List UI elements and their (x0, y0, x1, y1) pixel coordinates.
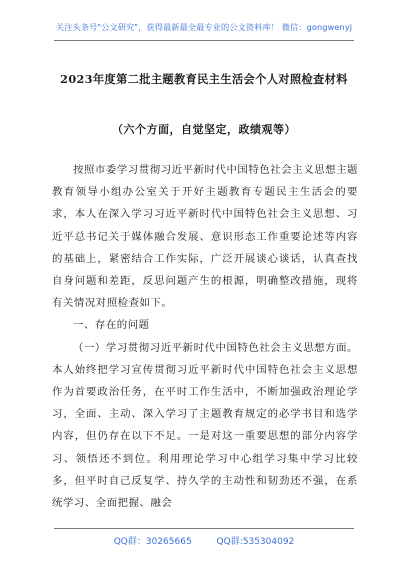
document-body (52, 159, 358, 514)
page-footer (0, 534, 408, 547)
body-paragraph-intro: 按照市委学习贯彻习近平新时代中国特色社会主义思想主题教育领导小组办公室关于开好主题教育专题民主生活会的要求，本人在深入学习习近平新时代中国特色社会主义思想、习近平总书记关于媒体融合发展、意识形态工作重要论述等内容的基础上，紧密结合工作实际，广泛开展谈心谈话，认真查找自身问题和差距，反思问题产生的根源，明确整改措施，现将有关情况对照检查如下。 (52, 164, 358, 310)
document-title: 2023年度第二批主题教育民主生活会个人对照检查材料 (60, 72, 348, 86)
document-subtitle: （六个方面，自觉坚定，政绩观等） (112, 123, 296, 136)
header-divider (54, 40, 354, 41)
footer-divider (54, 528, 354, 529)
footer-qq-group-1: QQ群：30265665 (113, 537, 192, 547)
section-heading-problems: 一、存在的问题 (73, 319, 150, 332)
page-header-banner: 关注头条号"公文研究"，获得最新最全最专业的公文资料库！ 微信：gongwenyj (55, 22, 353, 32)
footer-qq-group-2: QQ群:535304092 (216, 537, 295, 547)
body-paragraph-study: （一）学习贯彻习近平新时代中国特色社会主义思想方面。本人始终把学习宣传贯彻习近平新时代中国特色社会主义思想作为首要政治任务，在平时工作生活中，不断加强政治理论学习，全面、主动、深入学习了主题教育规定的必学书目和选学内容，但仍存在以下不足。一是对这一重要思想的部分内容学习、领悟还不到位。利用理论学习中心组学习集中学习比较多，但平时自己反复学、持久学的主动性和韧劲还不强，在系统学习、全面把握、融会 (52, 341, 358, 510)
